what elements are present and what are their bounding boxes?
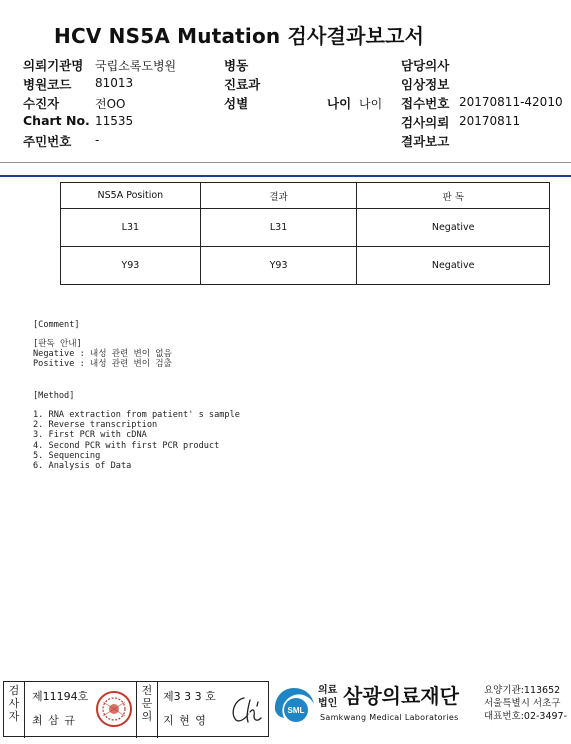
signature-box bbox=[3, 681, 269, 737]
field-label: 진료과 bbox=[224, 77, 261, 92]
examiner-seal-icon bbox=[95, 690, 133, 728]
cell-interpretation: Negative bbox=[357, 209, 550, 247]
field-label: 담당의사 bbox=[401, 58, 450, 73]
method-step: 3. First PCR with cDNA bbox=[33, 430, 147, 441]
specialist-name: 지 현 영 bbox=[163, 714, 207, 727]
field-label: 검사의뢰 bbox=[401, 115, 450, 130]
blue-divider bbox=[0, 175, 571, 177]
field-label: 수진자 bbox=[23, 96, 60, 111]
field-label: 성별 bbox=[224, 96, 249, 111]
field-label: 병동 bbox=[224, 58, 249, 73]
field-label: 결과보고 bbox=[401, 134, 450, 149]
report-title: HCV NS5A Mutation 검사결과보고서 bbox=[54, 24, 425, 48]
field-value: 국립소록도병원 bbox=[95, 59, 177, 73]
org-name: 삼광의료재단 bbox=[343, 684, 459, 708]
cell-interpretation: Negative bbox=[357, 247, 550, 285]
org-name-en: Samkwang Medical Laboratories bbox=[320, 713, 459, 722]
field-label: 접수번호 bbox=[401, 96, 450, 111]
cell-position: L31 bbox=[61, 209, 201, 247]
org-type-label bbox=[318, 684, 337, 710]
org-contact-info bbox=[484, 684, 567, 723]
field-value: 81013 bbox=[95, 76, 134, 90]
method-list bbox=[33, 410, 240, 471]
comment-heading: [Comment] bbox=[33, 320, 80, 330]
field-label: 의뢰기관명 bbox=[23, 58, 84, 73]
method-step: 2. Reverse transcription bbox=[33, 420, 158, 431]
specialist-label: 전 문 의 bbox=[136, 682, 158, 738]
examiner-label: 검 사 자 bbox=[4, 682, 25, 738]
field-value: 11535 bbox=[95, 114, 134, 128]
sml-logo-icon bbox=[270, 680, 318, 728]
cell-result: L31 bbox=[200, 209, 357, 247]
header-result: 결과 bbox=[200, 183, 357, 209]
guide-line-negative: Negative : 내성 관련 변이 없음 bbox=[33, 349, 172, 359]
table-row bbox=[61, 247, 550, 285]
table-row bbox=[61, 209, 550, 247]
field-label: 주민번호 bbox=[23, 134, 72, 149]
field-value: - bbox=[95, 133, 100, 147]
cell-position: Y93 bbox=[61, 247, 201, 285]
org-type-bottom: 법인 bbox=[318, 698, 338, 709]
field-label: 병원코드 bbox=[23, 77, 72, 92]
method-step: 4. Second PCR with first PCR product bbox=[33, 440, 220, 451]
results-table bbox=[60, 182, 550, 285]
field-value: 20170811 bbox=[459, 114, 521, 128]
table-header-row bbox=[61, 183, 550, 209]
contact-line: 대표번호:02-3497- bbox=[484, 711, 568, 722]
method-heading: [Method] bbox=[33, 391, 75, 401]
header-position: NS5A Position bbox=[61, 183, 201, 209]
method-step: 6. Analysis of Data bbox=[33, 461, 132, 472]
method-step: 5. Sequencing bbox=[33, 450, 101, 461]
contact-line: 서울특별시 서초구 bbox=[484, 698, 561, 709]
cell-result: Y93 bbox=[200, 247, 357, 285]
header-divider bbox=[0, 162, 571, 163]
guide-heading: [판독 안내] bbox=[33, 339, 82, 349]
field-label: Chart No. bbox=[23, 113, 90, 128]
age-label: 나이 bbox=[327, 96, 352, 111]
examiner-license-no: 제11194호 bbox=[32, 690, 89, 703]
guide-line-positive: Positive : 내성 관련 변이 검출 bbox=[33, 359, 172, 369]
specialist-signature-icon bbox=[226, 692, 264, 728]
header-interpretation: 판 독 bbox=[357, 183, 550, 209]
svg-text:SML: SML bbox=[287, 706, 305, 715]
age-value: 나이 bbox=[359, 97, 383, 111]
specialist-license-no: 제3 3 3 호 bbox=[163, 690, 216, 703]
org-type-top: 의료 bbox=[318, 685, 338, 696]
method-step: 1. RNA extraction from patient' s sample bbox=[33, 410, 240, 420]
field-value: 전OO bbox=[95, 97, 126, 111]
field-value: 20170811-42010 bbox=[459, 95, 563, 109]
examiner-name: 최 삼 규 bbox=[32, 714, 76, 727]
contact-line: 요양기관:113652 bbox=[484, 685, 561, 696]
field-label: 임상정보 bbox=[401, 77, 450, 92]
